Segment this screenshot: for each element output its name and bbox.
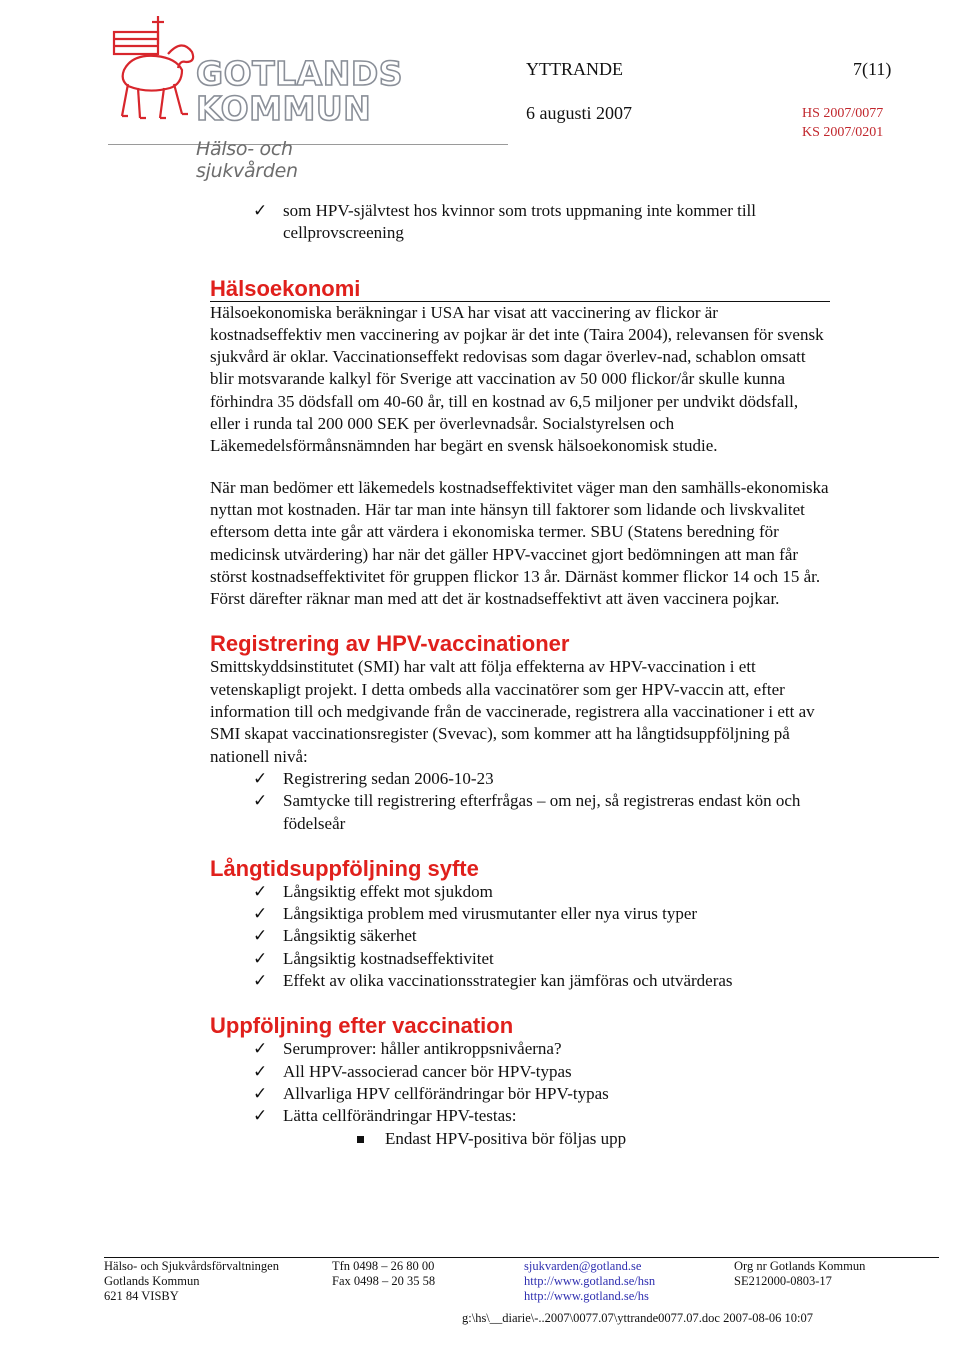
footer-line: Tfn 0498 – 26 80 00 <box>332 1259 435 1273</box>
reference-ks: KS 2007/0201 <box>802 125 884 140</box>
footer-line: Org nr Gotlands Kommun <box>734 1259 866 1273</box>
section-halsoekonomi <box>210 277 830 611</box>
document-date: 6 augusti 2007 <box>526 103 632 123</box>
checklist <box>210 768 830 835</box>
footer-address <box>104 1259 279 1304</box>
document-body <box>210 200 830 1150</box>
logo-name-line2: KOMMUN <box>196 89 372 128</box>
list-item: Endast HPV-positiva bör följas upp <box>385 1128 830 1150</box>
list-item: ✓ Serumprover: håller antikroppsnivåerna? <box>283 1038 830 1060</box>
logo-name-line1: GOTLANDS <box>196 54 403 93</box>
email-link[interactable]: sjukvarden@gotland.se <box>524 1259 642 1273</box>
list-item: ✓ Effekt av olika vaccinationsstrategier kan jämföras och utvärderas <box>283 970 830 992</box>
file-path: g:\hs\__diarie\-..2007\0077.07\yttrande0077.07.doc 2007-08-06 10:07 <box>462 1311 813 1325</box>
list-item: ✓ Långsiktig effekt mot sjukdom <box>283 881 830 903</box>
footer-org <box>734 1259 865 1289</box>
intro-list <box>210 200 830 245</box>
list-item: ✓ Långsiktiga problem med virusmutanter eller nya virus typer <box>283 903 830 925</box>
website-link[interactable]: http://www.gotland.se/hsn <box>524 1274 656 1288</box>
checklist <box>210 881 830 992</box>
section-heading: Uppföljning efter vaccination <box>210 1013 514 1039</box>
list-item: ✓ Allvarliga HPV cellförändringar bör HPV-typas <box>283 1083 830 1105</box>
section-heading: Registrering av HPV-vaccinationer <box>210 631 570 657</box>
footer-line: Hälso- och Sjukvårdsförvaltningen <box>104 1259 279 1273</box>
list-item: ✓ Registrering sedan 2006-10-23 <box>283 768 830 790</box>
organization-logo <box>108 14 403 182</box>
document-type: YTTRANDE <box>526 59 623 79</box>
section-heading: Långtidsuppföljning syfte <box>210 855 479 881</box>
section-registrering <box>210 632 830 834</box>
footer-line: Fax 0498 – 20 35 58 <box>332 1274 436 1288</box>
footer-line: SE212000-0803-17 <box>734 1274 832 1288</box>
section-langtidsuppfoljning <box>210 857 830 992</box>
footer-divider <box>104 1257 939 1258</box>
footer-line: Gotlands Kommun <box>104 1274 200 1288</box>
list-item: ✓ Samtycke till registrering efterfrågas – om nej, så registreras endast kön och födelseår <box>283 790 830 835</box>
footer-phone <box>332 1259 435 1289</box>
paragraph: När man bedömer ett läkemedels kostnadseffektivitet väger man den samhälls-ekonomiska nyttan mot kostnaden. Här tar man inte hänsyn till faktorer som lidande och livskvalitet eftersom detta inte går att värdera i ekonomiska termer. SBU (Statens beredning för medicinsk utvärdering) har när det gäller HPV-vaccinet gjort bedömningen att man får störst kostnadseffektivitet för gruppen flickor 13 år. Därnäst kommer flickor 14 och 15 år. Först därefter räknar man med att det är kostnadseffektivt att även vaccinera pojkar. <box>210 477 829 609</box>
footer-contact <box>524 1259 655 1304</box>
gotland-ram-emblem-icon <box>108 14 200 124</box>
page-number: 7(11) <box>853 59 892 79</box>
sub-list <box>0 1128 830 1150</box>
reference-hs: HS 2007/0077 <box>802 106 884 121</box>
website-link[interactable]: http://www.gotland.se/hs <box>524 1289 649 1303</box>
paragraph: Hälsoekonomiska beräkningar i USA har visat att vaccinering av flickor är kostnadseffektiv men vaccinering av pojkar är det inte (Taira 2004), relevansen för svensk sjukvård är oklar. Vaccinationseffekt redovisas som dagar överlev-nad, schablon omsatt blir motsvarande kalkyl för Sverige att vaccination av 50 000 flickor/år skulle kunna förhindra 35 dödsfall om 40-60 år, till en kostnad av 6,5 miljoner per undvikt dödsfall, eller i runda tal 200 000 SEK per överlevnadsår. Socialstyrelsen och Läkemedelsförmånsnämnden har begärt en svensk hälsoekonomisk studie. <box>210 302 824 456</box>
checklist <box>210 1038 830 1127</box>
list-item: ✓ som HPV-självtest hos kvinnor som trots uppmaning inte kommer till cellprovscreening <box>283 200 830 245</box>
section-uppfoljning <box>210 1014 830 1149</box>
paragraph: Smittskyddsinstitutet (SMI) har valt att följa effekterna av HPV-vaccination i ett vetenskapligt projekt. I detta ombeds alla vaccinatörer som ger HPV-vaccin att, efter information till och medgivande från de vaccinerade, registrera alla vaccinationer i ett av SMI skapat vaccinationsregister (Svevac), som kommer att ha långtidsuppföljning på nationell nivå: <box>210 657 815 766</box>
list-item: ✓ All HPV-associerad cancer bör HPV-typas <box>283 1061 830 1083</box>
section-heading: Hälsoekonomi <box>210 277 830 302</box>
list-item: ✓ Långsiktig säkerhet <box>283 925 830 947</box>
logo-subtitle: Hälso- och sjukvården <box>196 138 298 182</box>
list-item: ✓ Långsiktig kostnadseffektivitet <box>283 948 830 970</box>
footer-line: 621 84 VISBY <box>104 1289 179 1303</box>
list-item: ✓ Lätta cellförändringar HPV-testas: <box>283 1105 830 1127</box>
